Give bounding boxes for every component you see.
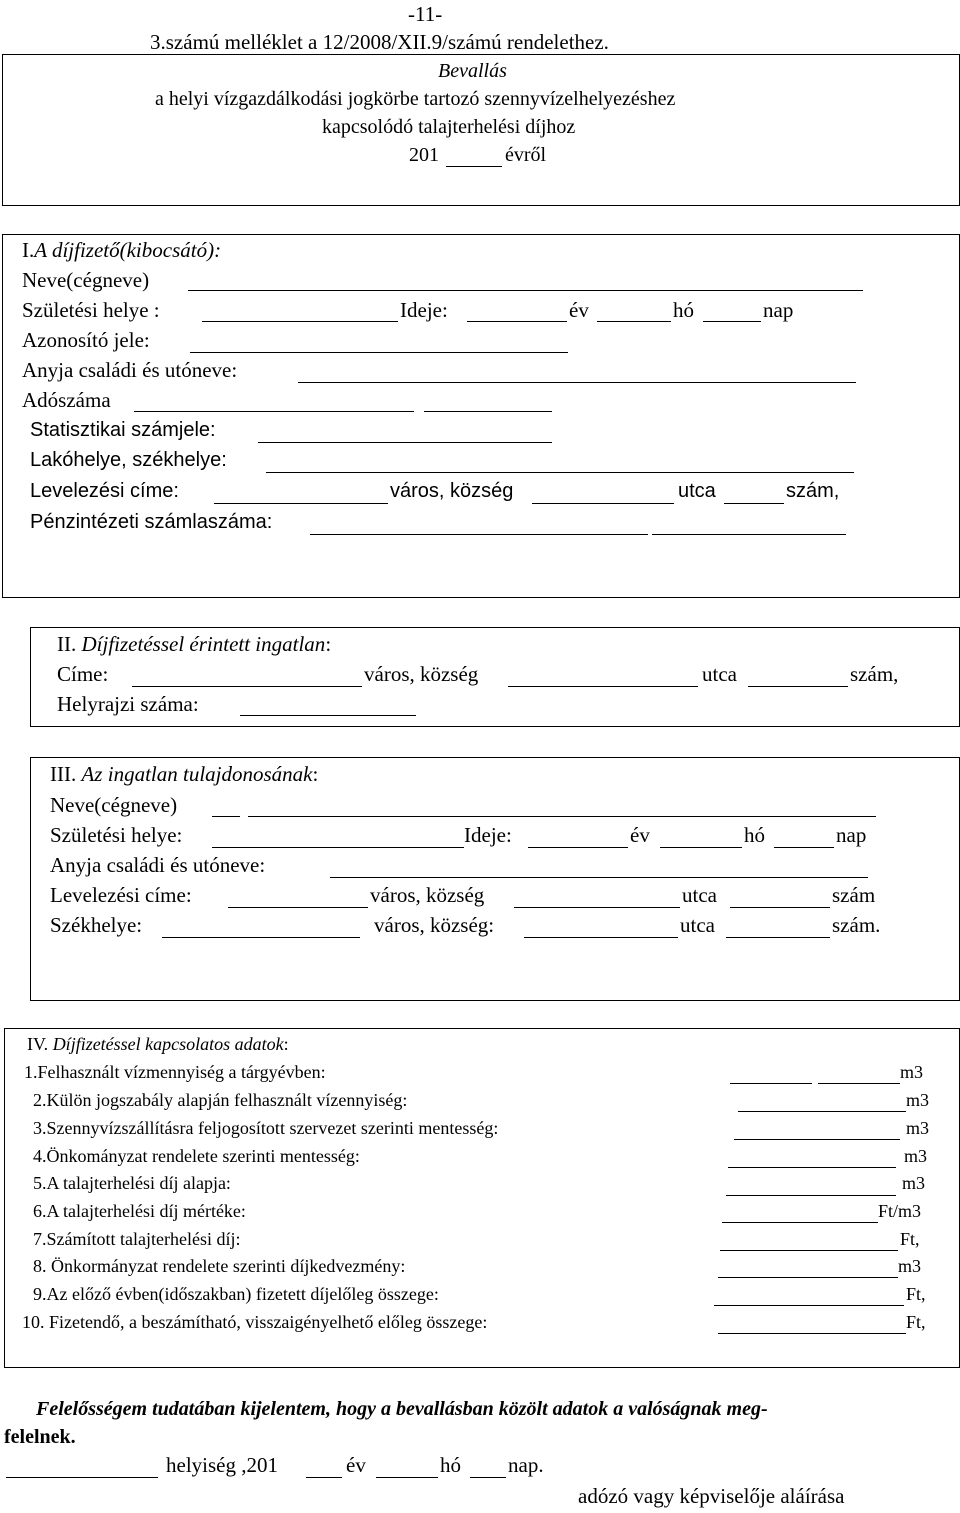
sign-year-label: év: [346, 1453, 366, 1477]
section1-heading: [22, 238, 221, 263]
payer-mail-zip-field[interactable]: [214, 503, 388, 504]
fee-item-field[interactable]: [728, 1167, 896, 1168]
fee-item-label: 2.Külön jogszabály alapján felhasznált vízennyiség:: [33, 1090, 408, 1110]
payer-date-label: Ideje:: [400, 298, 448, 322]
fee-item-field[interactable]: [718, 1277, 898, 1278]
annex-reference: 3.számú melléklet a 12/2008/XII.9/számú rendelethez.: [150, 30, 609, 54]
fee-item-label: 1.Felhasznált vízmennyiség a tárgyévben:: [24, 1062, 326, 1082]
section3-title: Az ingatlan tulajdonosának: [81, 762, 313, 786]
payer-date-field[interactable]: [467, 321, 567, 322]
fee-item-label: 7.Számított talajterhelési díj:: [33, 1229, 241, 1249]
owner-city-field[interactable]: [514, 907, 680, 908]
sign-month-label: hó: [440, 1453, 461, 1477]
payer-residence-field[interactable]: [266, 472, 854, 473]
property-lot-field[interactable]: [240, 715, 416, 716]
section4-title: Díjfizetéssel kapcsolatos adatok: [52, 1034, 284, 1054]
payer-day-field[interactable]: [703, 321, 761, 322]
owner-name-label: Neve(cégneve): [50, 793, 178, 817]
section4-number: IV.: [27, 1034, 49, 1054]
fee-item-field[interactable]: [730, 1083, 812, 1084]
fee-item-label: 9.Az előző évben(időszakban) fizetett díjelőleg összege:: [33, 1284, 439, 1304]
payer-bank-field-1[interactable]: [310, 534, 648, 535]
owner-year-label: év: [630, 823, 650, 847]
owner-seat-street-field[interactable]: [726, 937, 830, 938]
section1-number: I.: [22, 238, 35, 262]
owner-mail-label: Levelezési címe:: [50, 883, 192, 907]
fee-item-field[interactable]: [720, 1250, 898, 1251]
fee-item-label: 10. Fizetendő, a beszámítható, visszaigényelhető előleg összege:: [22, 1312, 488, 1332]
fee-item-label: 4.Önkományzat rendelete szerinti mentesség:: [33, 1146, 360, 1166]
section3-colon: :: [312, 762, 319, 786]
fee-item-field[interactable]: [734, 1139, 900, 1140]
owner-month-field[interactable]: [660, 847, 742, 848]
owner-street-label: utca: [682, 883, 717, 907]
payer-tax-field-1[interactable]: [134, 411, 414, 412]
sign-day-field[interactable]: [470, 1477, 506, 1478]
fee-item-unit: Ft,: [906, 1312, 926, 1332]
property-zip-field[interactable]: [132, 686, 362, 687]
owner-city-label: város, község: [370, 883, 485, 907]
owner-mail-zip-field[interactable]: [228, 907, 368, 908]
section2-heading: [57, 632, 331, 657]
fee-item-unit: Ft,: [900, 1229, 920, 1249]
payer-bank-field-2[interactable]: [652, 534, 846, 535]
owner-street-field[interactable]: [730, 907, 830, 908]
form-title: Bevallás: [438, 60, 507, 82]
fee-item-unit: Ft/m3: [878, 1201, 922, 1221]
payer-mother-label: Anyja családi és utóneve:: [22, 358, 238, 382]
section2-number: II.: [57, 632, 77, 656]
owner-seat-number-label: szám.: [832, 913, 881, 937]
sign-day-label: nap.: [508, 1453, 544, 1477]
fee-item-unit: m3: [904, 1146, 928, 1166]
fee-item-label: 8. Önkormányzat rendelete szerinti díjkedvezmény:: [33, 1256, 406, 1276]
section2-colon: :: [325, 632, 332, 656]
property-street-label: utca: [702, 662, 737, 686]
owner-month-label: hó: [744, 823, 765, 847]
payer-city-field[interactable]: [532, 503, 674, 504]
payer-month-field[interactable]: [597, 321, 671, 322]
fee-item-label: 5.A talajterhelési díj alapja:: [33, 1173, 231, 1193]
owner-day-field[interactable]: [774, 847, 834, 848]
payer-mother-field[interactable]: [298, 382, 856, 383]
section1-title: A díjfizető(kibocsátó):: [34, 238, 222, 262]
payer-number-label: szám,: [786, 480, 840, 502]
payer-tax-field-2[interactable]: [424, 411, 552, 412]
fee-item-label: 6.A talajterhelési díj mértéke:: [33, 1201, 246, 1221]
fee-item-unit: m3: [906, 1090, 930, 1110]
fee-item-field-2[interactable]: [818, 1083, 900, 1084]
fee-item-field[interactable]: [718, 1333, 906, 1334]
owner-birthplace-label: Születési helye:: [50, 823, 183, 847]
payer-name-field[interactable]: [188, 290, 863, 291]
payer-birthplace-field[interactable]: [202, 321, 398, 322]
payer-street-field[interactable]: [724, 503, 784, 504]
owner-seat-zip-field[interactable]: [162, 937, 360, 938]
property-address-label: Címe:: [57, 662, 109, 686]
property-city-field[interactable]: [508, 686, 698, 687]
fee-item-unit: m3: [906, 1118, 930, 1138]
year-prefix: 201: [409, 144, 439, 166]
fee-item-field[interactable]: [726, 1195, 896, 1196]
section4-colon: :: [283, 1034, 289, 1054]
sign-year-field[interactable]: [306, 1477, 342, 1478]
payer-year-label: év: [569, 298, 589, 322]
payer-month-label: hó: [673, 298, 694, 322]
fee-item-field[interactable]: [722, 1222, 878, 1223]
section4-heading: [27, 1034, 289, 1055]
owner-name-field-2[interactable]: [248, 816, 876, 817]
owner-number-label: szám: [832, 883, 876, 907]
payer-city-label: város, község: [390, 480, 514, 502]
payer-bank-label: Pénzintézeti számlaszáma:: [30, 511, 273, 533]
property-lot-label: Helyrajzi száma:: [57, 692, 199, 716]
owner-date-label: Ideje:: [464, 823, 512, 847]
year-field[interactable]: [446, 166, 502, 167]
owner-seat-label: Székhelye:: [50, 913, 143, 937]
fee-item-field[interactable]: [714, 1305, 904, 1306]
section2-title: Díjfizetéssel érintett ingatlan: [81, 632, 326, 656]
owner-seat-city-label: város, község:: [374, 913, 495, 937]
payer-name-label: Neve(cégneve): [22, 268, 150, 292]
declaration-line2: felelnek.: [4, 1426, 76, 1448]
owner-day-label: nap: [836, 823, 867, 847]
fee-item-label: 3.Szennyvízszállításra feljogosított szervezet szerinti mentesség:: [33, 1118, 499, 1138]
signature-label: adózó vagy képviselője aláírása: [578, 1484, 845, 1508]
owner-date-field[interactable]: [528, 847, 628, 848]
property-city-label: város, község: [364, 662, 479, 686]
fee-item-unit: Ft,: [906, 1284, 926, 1304]
owner-mother-field[interactable]: [330, 877, 868, 878]
payer-residence-label: Lakóhelye, székhelye:: [30, 449, 227, 471]
payer-street-label: utca: [678, 480, 716, 502]
fee-item-field[interactable]: [738, 1111, 906, 1112]
sign-month-field[interactable]: [376, 1477, 438, 1478]
owner-mother-label: Anyja családi és utóneve:: [50, 853, 266, 877]
payer-day-label: nap: [763, 298, 794, 322]
property-number-label: szám,: [850, 662, 899, 686]
payer-birthplace-label: Születési helye :: [22, 298, 160, 322]
fee-item-unit: m3: [898, 1256, 922, 1276]
place-label: helyiség ,201: [166, 1453, 278, 1477]
payer-id-label: Azonosító jele:: [22, 328, 150, 352]
owner-birthplace-field[interactable]: [212, 847, 464, 848]
payer-tax-label: Adószáma: [22, 388, 111, 412]
fee-item-unit: m3: [902, 1173, 926, 1193]
payer-stat-label: Statisztikai számjele:: [30, 419, 216, 441]
section3-heading: [50, 762, 318, 787]
payer-id-field[interactable]: [190, 352, 568, 353]
owner-seat-city-field[interactable]: [524, 937, 678, 938]
declaration-line1: Felelősségem tudatában kijelentem, hogy a bevallásban közölt adatok a valóságnak meg-: [36, 1398, 768, 1420]
page-number: -11-: [408, 2, 443, 26]
form-subtitle-line2: kapcsolódó talajterhelési díjhoz: [322, 116, 576, 138]
payer-stat-field[interactable]: [258, 442, 552, 443]
form-subtitle-line1: a helyi vízgazdálkodási jogkörbe tartozó szennyvízelhelyezéshez: [155, 88, 676, 110]
property-street-field[interactable]: [748, 686, 848, 687]
owner-seat-street-label: utca: [680, 913, 715, 937]
section3-number: III.: [50, 762, 77, 786]
owner-name-field-1[interactable]: [212, 816, 240, 817]
fee-item-unit: m3: [900, 1062, 924, 1082]
year-suffix: évről: [505, 144, 547, 166]
place-field[interactable]: [6, 1477, 158, 1478]
payer-mail-label: Levelezési címe:: [30, 480, 179, 502]
